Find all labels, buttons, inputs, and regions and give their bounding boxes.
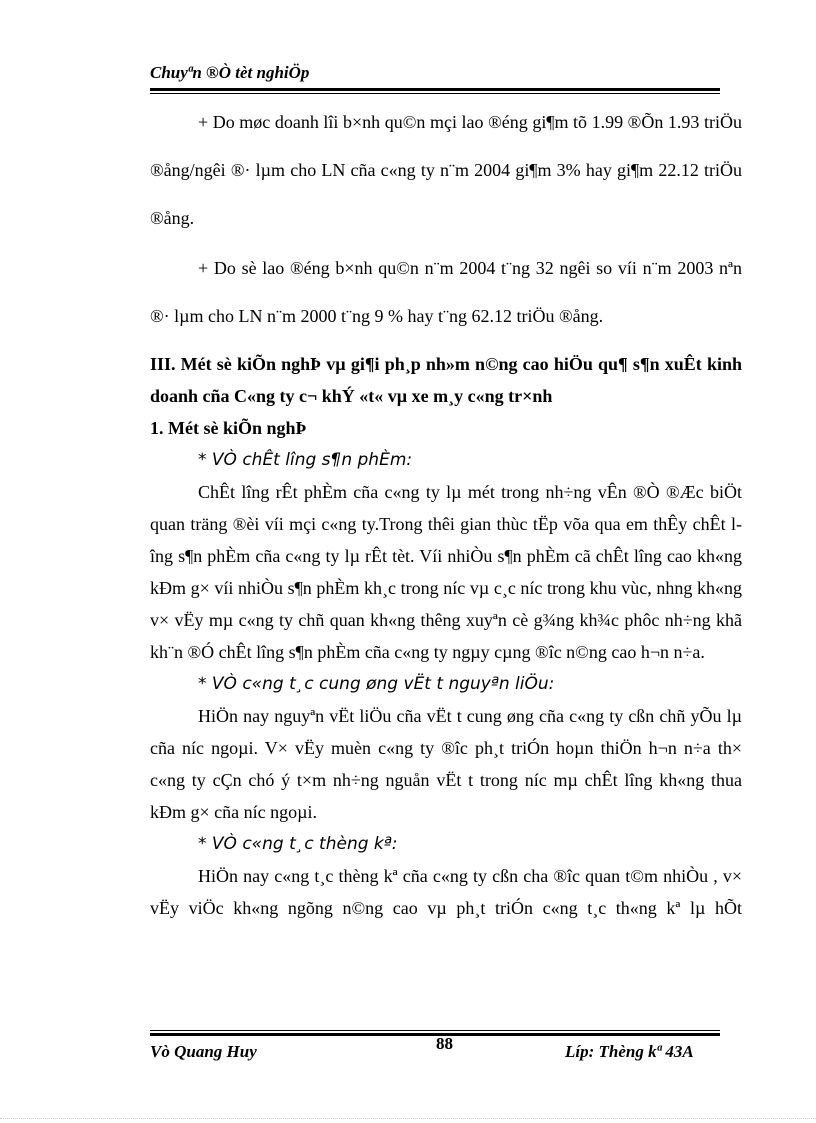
item-title-statistics: * VÒ c«ng t¸c thèng kª: [198, 834, 398, 854]
footer-author: Vò Quang Huy [150, 1042, 257, 1061]
footer-rule-thick [150, 1033, 720, 1036]
sub-heading: 1. Mét sè kiÕn nghÞ [150, 418, 307, 438]
header-rule-thin [150, 93, 720, 94]
item-title-material-supply: * VÒ c«ng t¸c cung øng vËt t nguyªn liÖu: [198, 674, 555, 694]
paragraph-labor-count: + Do sè lao ®éng b×nh qu©n n¨m 2004 t¨ng 32 ngêi so víi n¨m 2003 nªn ®· lµm cho LN n¨m 2000 t¨ng 9 % hay t¨ng 62.12 triÖu ®ång. [150, 258, 742, 326]
item-body-product-quality: ChÊt lîng rÊt phÈm cña c«ng ty lµ mét trong nh÷ng vÊn ®Ò ®Æc biÖt quan träng ®èi víi mçi c«ng ty.Trong thêi gian thùc tËp võa qua em thÊy chÊt lîng s¶n phÈm cña c«ng ty lµ rÊt tèt. Víi nhiÒu s¶n phÈm cã chÊt lîng cao kh«ng kÐm g× víi nhiÒu s¶n phÈm kh¸c trong níc vµ c¸c níc trong khu vùc, nhng kh«ng v× vËy mµ c«ng ty chñ quan kh«ng thêng xuyªn cè g¾ng kh¾c phôc nh÷ng khã kh¨n ®Ó chÊt lîng s¶n phÈm cña c«ng ty ngµy cµng ®îc n©ng cao h¬n n÷a. [150, 482, 742, 662]
page-header-title: Chuyªn ®Ò tèt nghiÖp [150, 63, 310, 82]
page-number: 88 [436, 1034, 453, 1053]
header-rule-thick [150, 88, 720, 91]
item-body-statistics: HiÖn nay c«ng t¸c thèng kª cña c«ng ty cßn cha ®îc quan t©m nhiÒu , v× vËy viÖc kh«ng ngõng n©ng cao vµ ph¸t triÓn c«ng t¸c th«ng kª lµ hÕt [150, 866, 742, 918]
item-title-product-quality: * VÒ chÊt lîng s¶n phÈm: [198, 450, 413, 470]
paragraph-labor-productivity: + Do møc doanh lîi b×nh qu©n mçi lao ®éng gi¶m tõ 1.99 ®Õn 1.93 triÖu ®ång/ngêi ®· lµm cho LN cña c«ng ty n¨m 2004 gi¶m 3% hay gi¶m 22.12 triÖu ®ång. [150, 112, 742, 228]
footer-class: Líp: Thèng kª 43A [565, 1042, 694, 1061]
page-bottom-dotted-border [0, 1118, 816, 1119]
item-body-material-supply: HiÖn nay nguyªn vËt liÖu cña vËt t cung øng cña c«ng ty cßn chñ yÕu lµ cña níc ngoµi. V× vËy muèn c«ng ty ®îc ph¸t triÓn hoµn thiÖn h¬n n÷a th× c«ng ty cÇn chó ý t×m nh÷ng nguån vËt t trong níc mµ chÊt lîng kh«ng thua kÐm g× cña níc ngoµi. [150, 706, 742, 822]
document-body [150, 98, 742, 924]
footer-rule-thin [150, 1030, 720, 1031]
section-heading: III. Mét sè kiÕn nghÞ vµ gi¶i ph¸p nh»m n©ng cao hiÖu qu¶ s¶n xuÊt kinh doanh cña C«ng ty c¬ khÝ «t« vµ xe m¸y c«ng tr×nh [150, 354, 742, 406]
